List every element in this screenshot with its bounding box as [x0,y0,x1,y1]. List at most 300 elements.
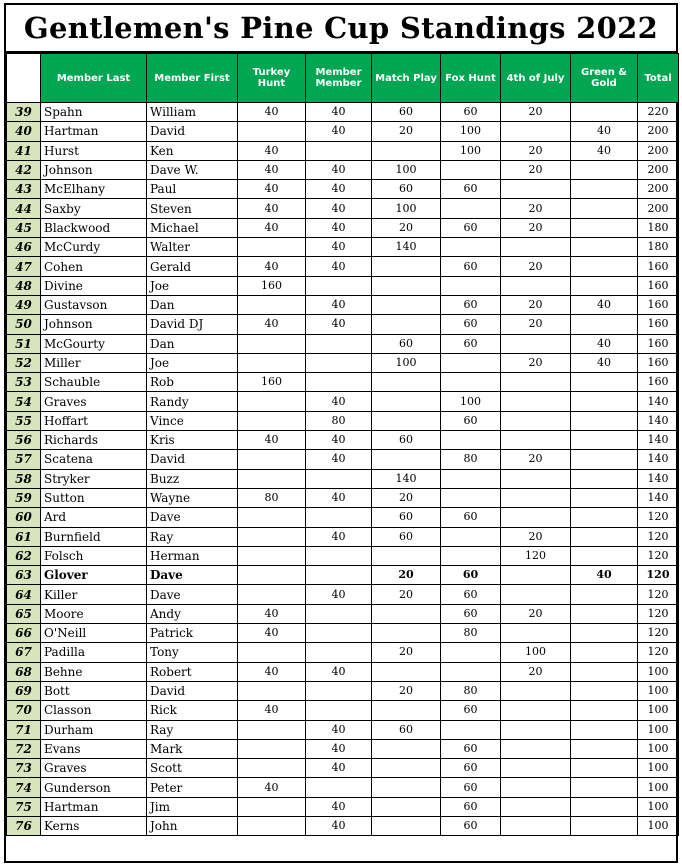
member-member-cell: 40 [306,585,372,604]
member-last-cell: McElhany [41,180,147,199]
green-gold-cell [571,469,638,488]
turkey-hunt-cell [238,681,306,700]
member-member-cell: 40 [306,180,372,199]
table-row [7,141,679,160]
rank-cell: 47 [7,257,41,276]
july-4th-cell: 120 [501,546,571,565]
rank-cell: 39 [7,103,41,122]
total-cell: 100 [638,662,679,681]
member-member-cell [306,373,372,392]
table-row [7,160,679,179]
july-4th-cell: 100 [501,643,571,662]
member-first-cell: Kris [147,431,238,450]
green-gold-cell [571,778,638,797]
green-gold-cell [571,585,638,604]
rank-cell: 75 [7,797,41,816]
member-first-cell: Dave W. [147,160,238,179]
total-cell: 160 [638,353,679,372]
rank-cell: 73 [7,759,41,778]
member-last-cell: Bott [41,681,147,700]
green-gold-cell [571,238,638,257]
member-member-cell: 40 [306,392,372,411]
match-play-cell: 60 [372,720,441,739]
green-gold-cell [571,797,638,816]
member-first-cell: David [147,450,238,469]
member-last-cell: Richards [41,431,147,450]
member-last-cell: Hoffart [41,411,147,430]
member-first-cell: Rick [147,701,238,720]
member-first-cell: Herman [147,546,238,565]
green-gold-cell [571,199,638,218]
table-row [7,238,679,257]
rank-cell: 50 [7,315,41,334]
turkey-hunt-cell [238,508,306,527]
rank-cell: 52 [7,353,41,372]
table-row [7,392,679,411]
total-cell: 120 [638,566,679,585]
match-play-cell [372,739,441,758]
member-last-cell: Scatena [41,450,147,469]
turkey-hunt-cell [238,739,306,758]
rank-cell: 46 [7,238,41,257]
member-last-cell: Graves [41,759,147,778]
member-last-cell: Hartman [41,122,147,141]
member-last-cell: Sutton [41,488,147,507]
table-row [7,431,679,450]
rank-cell: 76 [7,816,41,835]
member-first-cell: Michael [147,218,238,237]
turkey-hunt-cell: 40 [238,141,306,160]
turkey-hunt-cell: 40 [238,624,306,643]
header-member-last: Member Last [41,54,147,103]
table-row [7,759,679,778]
turkey-hunt-cell [238,392,306,411]
total-cell: 200 [638,122,679,141]
member-member-cell [306,604,372,623]
member-last-cell: McCurdy [41,238,147,257]
table-row [7,180,679,199]
match-play-cell: 60 [372,527,441,546]
member-member-cell [306,778,372,797]
match-play-cell: 20 [372,585,441,604]
rank-cell: 42 [7,160,41,179]
green-gold-cell [571,180,638,199]
match-play-cell: 60 [372,180,441,199]
member-last-cell: McGourty [41,334,147,353]
rank-cell: 60 [7,508,41,527]
table-row [7,469,679,488]
july-4th-cell [501,488,571,507]
table-row [7,778,679,797]
turkey-hunt-cell: 40 [238,218,306,237]
member-first-cell: David DJ [147,315,238,334]
match-play-cell [372,662,441,681]
member-first-cell: Gerald [147,257,238,276]
fox-hunt-cell: 60 [441,566,501,585]
turkey-hunt-cell [238,546,306,565]
match-play-cell [372,315,441,334]
rank-cell: 62 [7,546,41,565]
table-row [7,701,679,720]
july-4th-cell: 20 [501,103,571,122]
header-turkey-hunt: Turkey Hunt [238,54,306,103]
member-last-cell: Evans [41,739,147,758]
turkey-hunt-cell [238,353,306,372]
member-first-cell: Rob [147,373,238,392]
table-row [7,816,679,835]
member-first-cell: Dave [147,566,238,585]
member-last-cell: O'Neill [41,624,147,643]
total-cell: 220 [638,103,679,122]
table-row [7,315,679,334]
green-gold-cell [571,546,638,565]
member-member-cell: 40 [306,431,372,450]
total-cell: 120 [638,527,679,546]
member-last-cell: Ard [41,508,147,527]
member-last-cell: Moore [41,604,147,623]
match-play-cell [372,701,441,720]
member-member-cell [306,701,372,720]
july-4th-cell: 20 [501,295,571,314]
member-last-cell: Saxby [41,199,147,218]
match-play-cell: 20 [372,122,441,141]
july-4th-cell [501,720,571,739]
total-cell: 200 [638,160,679,179]
total-cell: 120 [638,585,679,604]
member-last-cell: Blackwood [41,218,147,237]
rank-cell: 69 [7,681,41,700]
total-cell: 100 [638,739,679,758]
green-gold-cell [571,624,638,643]
total-cell: 140 [638,431,679,450]
member-member-cell [306,469,372,488]
member-last-cell: Killer [41,585,147,604]
fox-hunt-cell [441,643,501,662]
standings-table [6,53,679,836]
member-last-cell: Hurst [41,141,147,160]
turkey-hunt-cell: 40 [238,431,306,450]
match-play-cell: 20 [372,681,441,700]
green-gold-cell [571,739,638,758]
rank-cell: 54 [7,392,41,411]
fox-hunt-cell: 60 [441,585,501,604]
turkey-hunt-cell [238,469,306,488]
header-rank [7,54,41,103]
fox-hunt-cell: 60 [441,295,501,314]
member-member-cell [306,353,372,372]
match-play-cell: 140 [372,238,441,257]
member-member-cell [306,334,372,353]
member-first-cell: Ray [147,720,238,739]
member-member-cell: 40 [306,315,372,334]
total-cell: 120 [638,546,679,565]
total-cell: 200 [638,141,679,160]
turkey-hunt-cell [238,643,306,662]
member-member-cell: 40 [306,662,372,681]
fox-hunt-cell: 60 [441,508,501,527]
rank-cell: 70 [7,701,41,720]
turkey-hunt-cell: 40 [238,103,306,122]
july-4th-cell [501,334,571,353]
total-cell: 140 [638,469,679,488]
fox-hunt-cell [441,469,501,488]
july-4th-cell [501,566,571,585]
match-play-cell: 20 [372,566,441,585]
member-first-cell: Joe [147,276,238,295]
july-4th-cell: 20 [501,199,571,218]
fox-hunt-cell: 60 [441,797,501,816]
rank-cell: 67 [7,643,41,662]
total-cell: 160 [638,315,679,334]
fox-hunt-cell: 60 [441,103,501,122]
july-4th-cell: 20 [501,353,571,372]
turkey-hunt-cell [238,585,306,604]
july-4th-cell [501,411,571,430]
turkey-hunt-cell: 40 [238,662,306,681]
july-4th-cell: 20 [501,662,571,681]
july-4th-cell [501,373,571,392]
green-gold-cell [571,488,638,507]
match-play-cell [372,797,441,816]
green-gold-cell: 40 [571,141,638,160]
member-member-cell: 40 [306,103,372,122]
july-4th-cell [501,122,571,141]
fox-hunt-cell [441,488,501,507]
member-first-cell: Paul [147,180,238,199]
fox-hunt-cell [441,431,501,450]
table-row [7,604,679,623]
july-4th-cell [501,739,571,758]
green-gold-cell [571,450,638,469]
rank-cell: 57 [7,450,41,469]
total-cell: 160 [638,257,679,276]
header-fox-hunt: Fox Hunt [441,54,501,103]
table-row [7,797,679,816]
table-row [7,122,679,141]
match-play-cell [372,295,441,314]
table-row [7,257,679,276]
total-cell: 140 [638,411,679,430]
table-row [7,353,679,372]
july-4th-cell [501,701,571,720]
member-member-cell: 40 [306,199,372,218]
total-cell: 140 [638,488,679,507]
green-gold-cell [571,315,638,334]
july-4th-cell: 20 [501,527,571,546]
member-member-cell [306,643,372,662]
match-play-cell: 20 [372,643,441,662]
member-first-cell: Patrick [147,624,238,643]
member-first-cell: Steven [147,199,238,218]
rank-cell: 45 [7,218,41,237]
rank-cell: 56 [7,431,41,450]
fox-hunt-cell [441,276,501,295]
header-total: Total [638,54,679,103]
turkey-hunt-cell: 40 [238,160,306,179]
member-last-cell: Behne [41,662,147,681]
fox-hunt-cell [441,720,501,739]
match-play-cell: 100 [372,199,441,218]
member-member-cell: 80 [306,411,372,430]
member-member-cell [306,681,372,700]
member-member-cell: 40 [306,122,372,141]
july-4th-cell [501,681,571,700]
rank-cell: 44 [7,199,41,218]
rank-cell: 68 [7,662,41,681]
turkey-hunt-cell: 40 [238,778,306,797]
member-member-cell [306,141,372,160]
fox-hunt-cell: 100 [441,141,501,160]
turkey-hunt-cell: 40 [238,257,306,276]
rank-cell: 48 [7,276,41,295]
fox-hunt-cell: 80 [441,624,501,643]
july-4th-cell: 20 [501,218,571,237]
table-row [7,585,679,604]
total-cell: 100 [638,701,679,720]
rank-cell: 63 [7,566,41,585]
table-row [7,373,679,392]
member-first-cell: David [147,681,238,700]
standings-sheet [4,3,678,863]
total-cell: 100 [638,720,679,739]
total-cell: 180 [638,218,679,237]
member-last-cell: Divine [41,276,147,295]
member-member-cell: 40 [306,816,372,835]
member-member-cell: 40 [306,759,372,778]
match-play-cell [372,546,441,565]
green-gold-cell [571,373,638,392]
green-gold-cell [571,508,638,527]
green-gold-cell [571,662,638,681]
total-cell: 100 [638,681,679,700]
turkey-hunt-cell [238,295,306,314]
green-gold-cell [571,276,638,295]
member-last-cell: Padilla [41,643,147,662]
july-4th-cell [501,585,571,604]
turkey-hunt-cell [238,720,306,739]
member-first-cell: John [147,816,238,835]
member-last-cell: Schauble [41,373,147,392]
green-gold-cell: 40 [571,334,638,353]
table-row [7,739,679,758]
green-gold-cell: 40 [571,122,638,141]
table-row [7,295,679,314]
table-row [7,508,679,527]
green-gold-cell: 40 [571,295,638,314]
member-member-cell: 40 [306,218,372,237]
july-4th-cell: 20 [501,604,571,623]
member-last-cell: Spahn [41,103,147,122]
header-green-gold: Green & Gold [571,54,638,103]
member-first-cell: Peter [147,778,238,797]
member-last-cell: Miller [41,353,147,372]
fox-hunt-cell: 60 [441,411,501,430]
header-row [7,54,679,103]
rank-cell: 66 [7,624,41,643]
rank-cell: 41 [7,141,41,160]
member-member-cell: 40 [306,295,372,314]
green-gold-cell [571,643,638,662]
fox-hunt-cell [441,373,501,392]
rank-cell: 59 [7,488,41,507]
total-cell: 160 [638,334,679,353]
green-gold-cell [571,160,638,179]
total-cell: 100 [638,778,679,797]
member-first-cell: Walter [147,238,238,257]
table-row [7,720,679,739]
member-first-cell: Scott [147,759,238,778]
rank-cell: 74 [7,778,41,797]
member-last-cell: Gunderson [41,778,147,797]
green-gold-cell [571,411,638,430]
july-4th-cell [501,624,571,643]
match-play-cell [372,276,441,295]
july-4th-cell: 20 [501,450,571,469]
total-cell: 160 [638,295,679,314]
green-gold-cell: 40 [571,353,638,372]
july-4th-cell [501,759,571,778]
rank-cell: 61 [7,527,41,546]
match-play-cell: 100 [372,353,441,372]
table-row [7,643,679,662]
rank-cell: 51 [7,334,41,353]
match-play-cell: 60 [372,431,441,450]
member-first-cell: William [147,103,238,122]
header-4th-of-july: 4th of July [501,54,571,103]
fox-hunt-cell [441,353,501,372]
page-title: Gentlemen's Pine Cup Standings 2022 [6,5,676,53]
total-cell: 120 [638,643,679,662]
fox-hunt-cell: 60 [441,180,501,199]
member-first-cell: Buzz [147,469,238,488]
fox-hunt-cell [441,662,501,681]
match-play-cell [372,778,441,797]
turkey-hunt-cell: 160 [238,373,306,392]
total-cell: 140 [638,392,679,411]
member-member-cell: 40 [306,450,372,469]
july-4th-cell [501,276,571,295]
fox-hunt-cell [441,527,501,546]
match-play-cell [372,257,441,276]
total-cell: 120 [638,624,679,643]
member-first-cell: Dan [147,334,238,353]
turkey-hunt-cell: 40 [238,180,306,199]
total-cell: 120 [638,508,679,527]
member-member-cell: 40 [306,160,372,179]
member-first-cell: Ray [147,527,238,546]
rank-cell: 53 [7,373,41,392]
rank-cell: 40 [7,122,41,141]
fox-hunt-cell: 60 [441,257,501,276]
fox-hunt-cell: 100 [441,122,501,141]
match-play-cell: 140 [372,469,441,488]
member-last-cell: Folsch [41,546,147,565]
july-4th-cell [501,180,571,199]
turkey-hunt-cell [238,411,306,430]
total-cell: 200 [638,199,679,218]
table-row [7,276,679,295]
table-row [7,450,679,469]
july-4th-cell [501,392,571,411]
rank-cell: 49 [7,295,41,314]
rank-cell: 55 [7,411,41,430]
match-play-cell [372,816,441,835]
header-match-play: Match Play [372,54,441,103]
turkey-hunt-cell: 160 [238,276,306,295]
july-4th-cell: 20 [501,141,571,160]
match-play-cell: 20 [372,488,441,507]
member-first-cell: Dave [147,508,238,527]
